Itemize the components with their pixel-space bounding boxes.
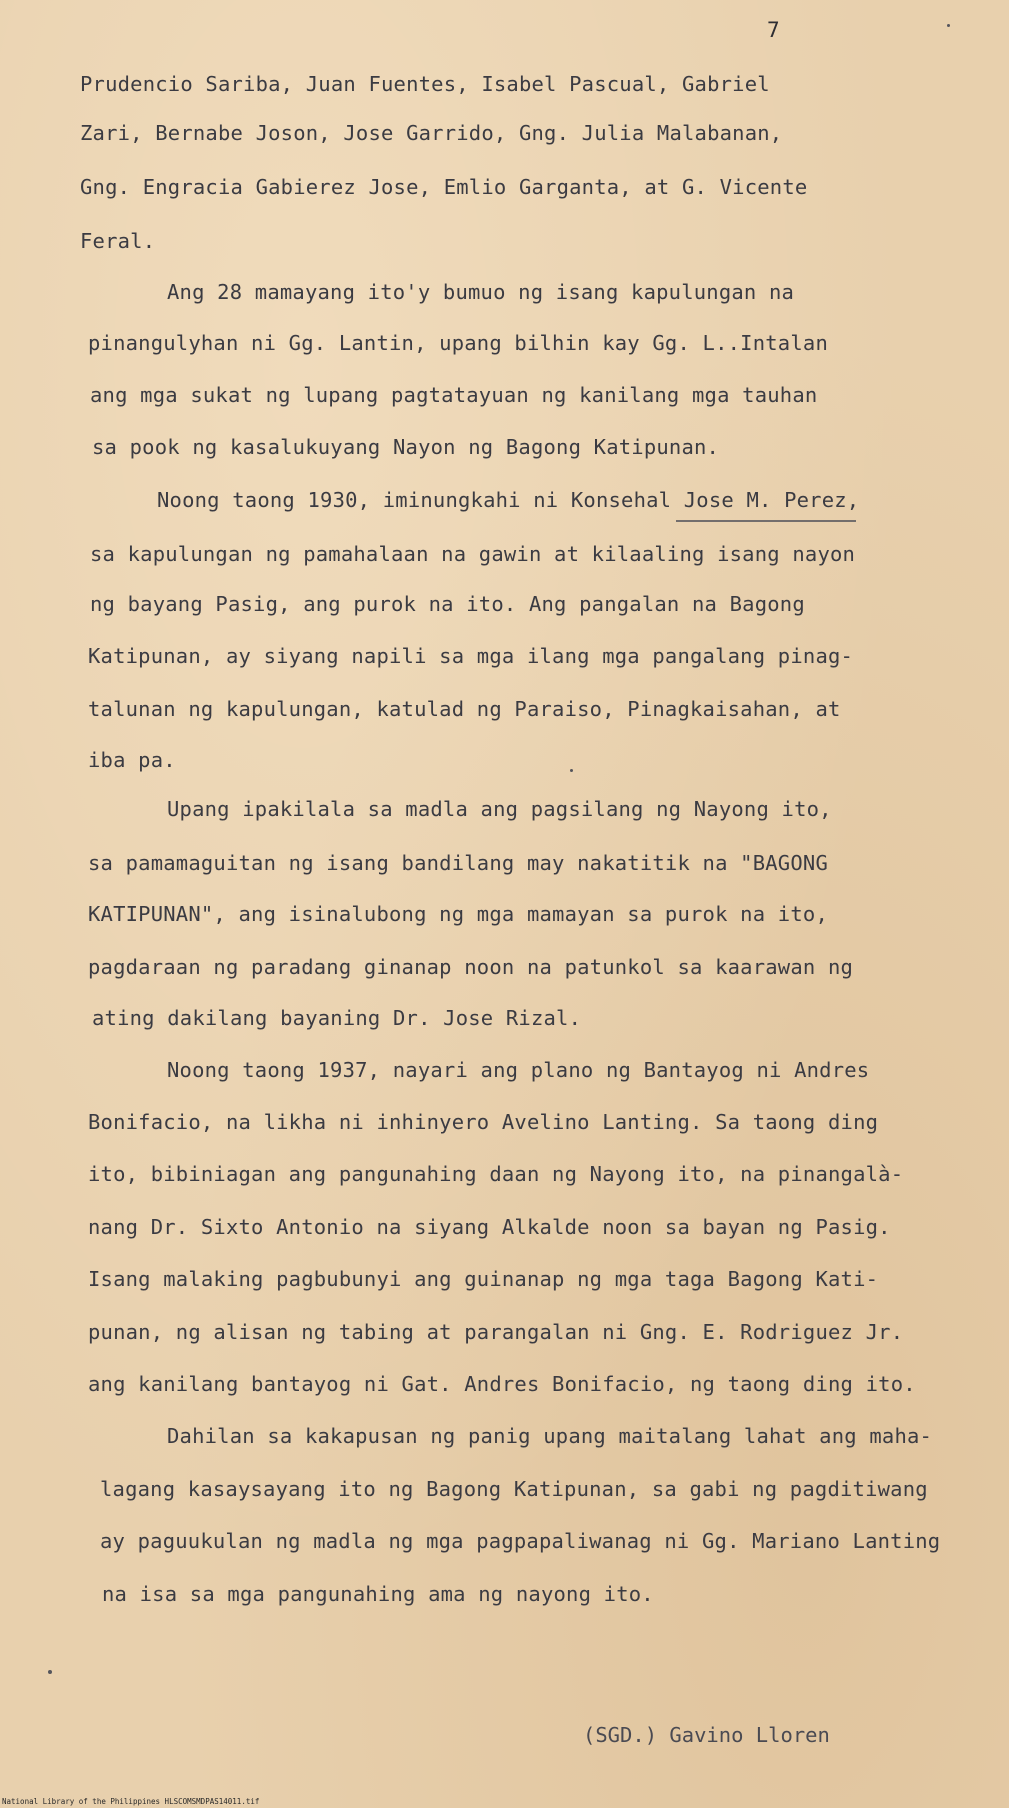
text-line: punan, ng alisan ng tabing at parangalan ni Gng. E. Rodriguez Jr. — [88, 1320, 904, 1344]
text-line: Upang ipakilala sa madla ang pagsilang ng Nayong ito, — [167, 797, 832, 821]
ink-speck — [947, 24, 950, 27]
text-line: Gng. Engracia Gabierez Jose, Emlio Garganta, at G. Vicente — [80, 175, 808, 199]
signature: (SGD.) Gavino Lloren — [583, 1723, 830, 1747]
text-line: Katipunan, ay siyang napili sa mga ilang mga pangalang pinag- — [88, 644, 854, 668]
text-line: Ang 28 mamayang ito'y bumuo ng isang kapulungan na — [167, 280, 795, 304]
text-line: Bonifacio, na likha ni inhinyero Avelino Lanting. Sa taong ding — [88, 1110, 879, 1134]
text-line: Noong taong 1930, iminungkahi ni Konsehal Jose M. Perez, — [157, 488, 860, 512]
ink-speck — [570, 769, 573, 772]
text-line: lagang kasaysayang ito ng Bagong Katipunan, sa gabi ng pagditiwang — [100, 1477, 928, 1501]
ink-speck — [48, 1670, 52, 1674]
text-line: iba pa. — [88, 748, 176, 772]
archive-footer: National Library of the Philippines HLSCOMSMDPAS14011.tif — [2, 1797, 260, 1806]
text-line: sa pamamaguitan ng isang bandilang may nakatitik na "BAGONG — [88, 851, 828, 875]
page-number: 7 — [767, 18, 780, 42]
text-line: ang kanilang bantayog ni Gat. Andres Bonifacio, ng taong ding ito. — [88, 1372, 916, 1396]
text-line: talunan ng kapulungan, katulad ng Paraiso, Pinagkaisahan, at — [88, 697, 841, 721]
text-line: sa kapulungan ng pamahalaan na gawin at kilaaling isang nayon — [90, 542, 856, 566]
text-line: Dahilan sa kakapusan ng panig upang maitalang lahat ang maha- — [167, 1424, 933, 1448]
text-line: ay paguukulan ng madla ng mga pagpapaliwanag ni Gg. Mariano Lanting — [100, 1529, 941, 1553]
text-line: nang Dr. Sixto Antonio na siyang Alkalde noon sa bayan ng Pasig. — [88, 1215, 891, 1239]
text-line: KATIPUNAN", ang isinalubong ng mga mamayan sa purok na ito, — [88, 902, 828, 926]
text-line: Noong taong 1937, nayari ang plano ng Bantayog ni Andres — [167, 1058, 870, 1082]
text-line: Isang malaking pagbubunyi ang guinanap ng mga taga Bagong Kati- — [88, 1267, 879, 1291]
text-line: pagdaraan ng paradang ginanap noon na patunkol sa kaarawan ng — [88, 955, 854, 979]
text-line: Feral. — [80, 229, 156, 253]
text-line: ito, bibiniagan ang pangunahing daan ng Nayong ito, na pinangalà- — [88, 1162, 904, 1186]
handwritten-underline — [676, 520, 856, 522]
text-line: sa pook ng kasalukuyang Nayon ng Bagong Katipunan. — [92, 435, 720, 459]
text-line: Prudencio Sariba, Juan Fuentes, Isabel Pascual, Gabriel — [80, 72, 770, 96]
text-line: ating dakilang bayaning Dr. Jose Rizal. — [92, 1006, 582, 1030]
text-line: pinangulyhan ni Gg. Lantin, upang bilhin kay Gg. L..Intalan — [88, 331, 828, 355]
text-line: Zari, Bernabe Joson, Jose Garrido, Gng. Julia Malabanan, — [80, 121, 783, 145]
text-line: ang mga sukat ng lupang pagtatayuan ng kanilang mga tauhan — [90, 383, 818, 407]
text-line: na isa sa mga pangunahing ama ng nayong ito. — [102, 1582, 654, 1606]
text-line: ng bayang Pasig, ang purok na ito. Ang pangalan na Bagong — [90, 592, 805, 616]
